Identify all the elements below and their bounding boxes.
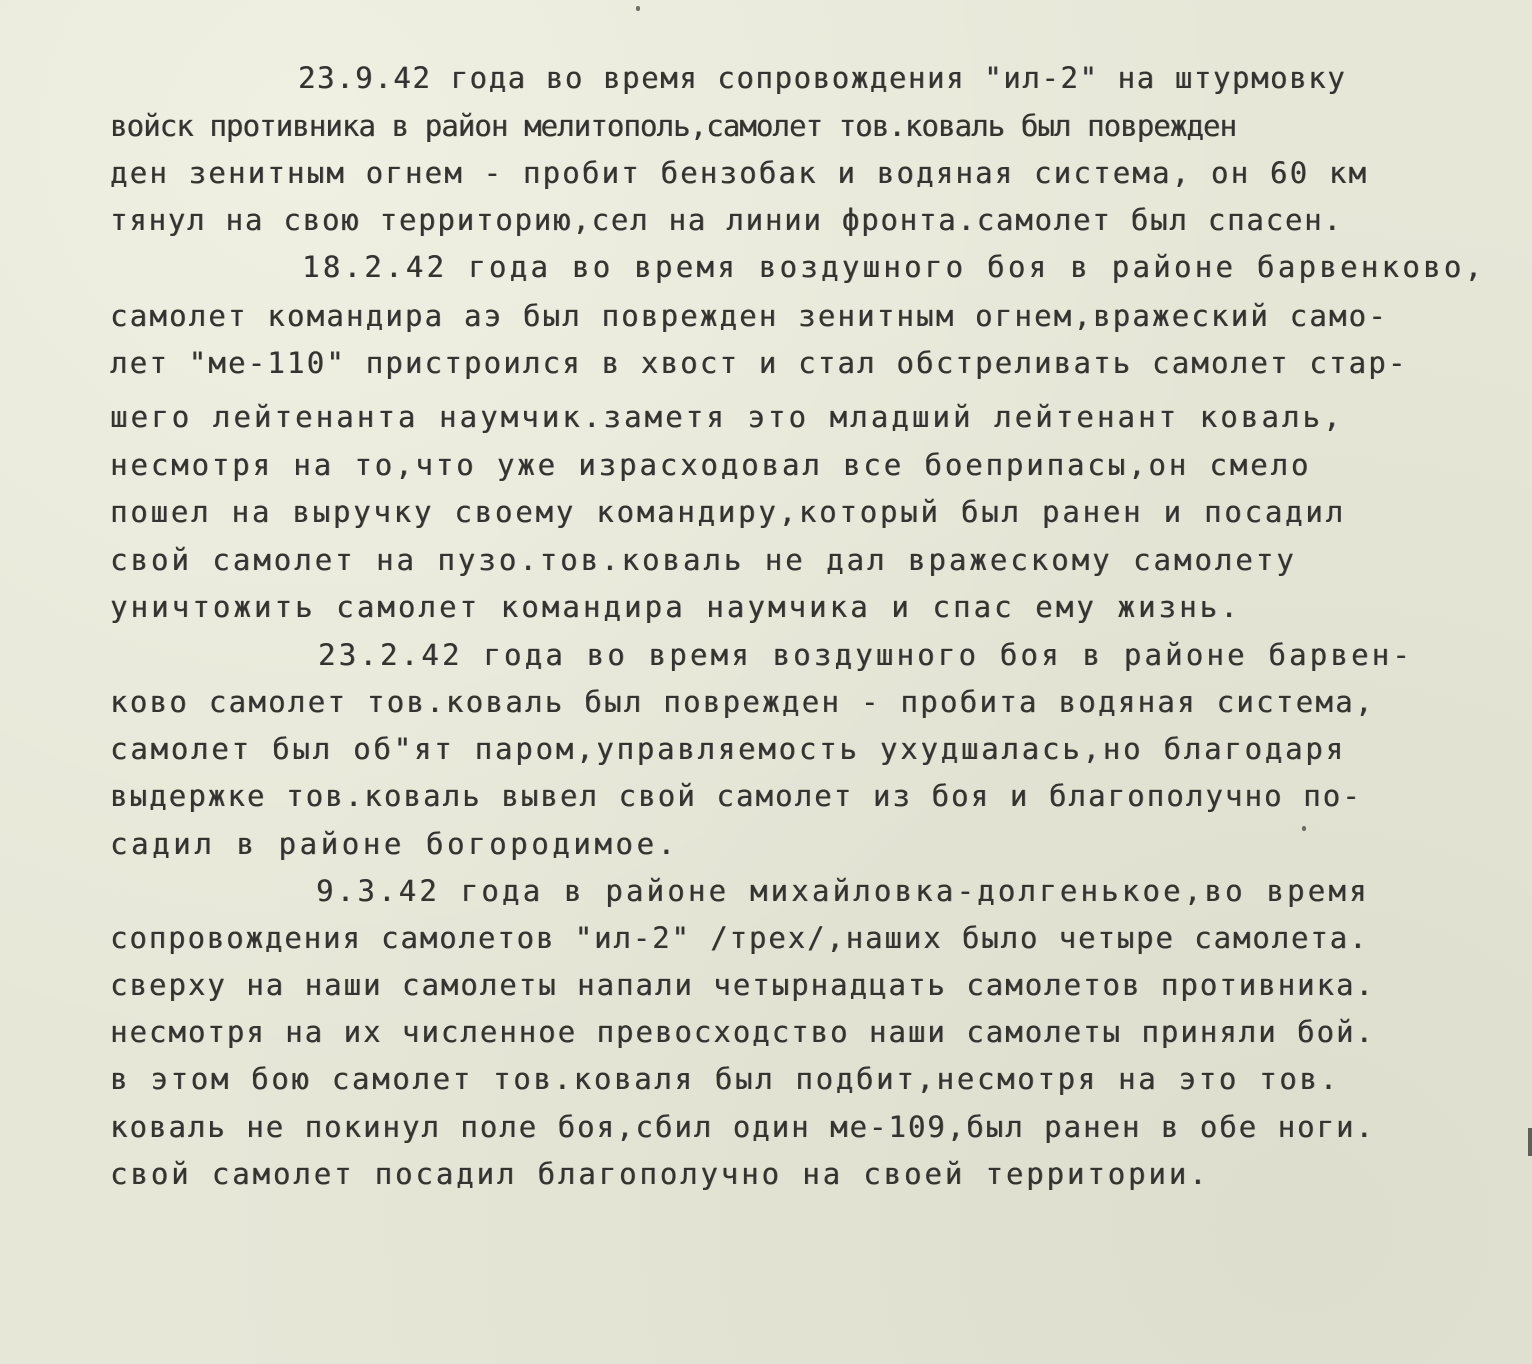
text-line: выдержке тов.коваль вывел свой самолет из боя и благополучно по- <box>110 779 1362 813</box>
text-line: самолет командира аэ был поврежден зенитным огнем,вражеский само- <box>110 299 1388 333</box>
text-line: 9.3.42 года в районе михайловка-долгенькое,во время <box>316 874 1370 908</box>
text-line: 18.2.42 года во время воздушного боя в районе барвенково, <box>302 250 1486 284</box>
text-line: коваль не покинул поле боя,сбил один ме-109,был ранен в обе ноги. <box>110 1110 1375 1144</box>
text-line: 23.9.42 года во время сопровождения "ил-2" на штурмовку <box>298 61 1347 95</box>
text-line: несмотря на их численное превосходство наши самолеты приняли бой. <box>110 1015 1375 1049</box>
text-line: пошел на выручку своему командиру,который был ранен и посадил <box>110 495 1346 529</box>
text-line: ден зенитным огнем - пробит бензобак и водяная система, он 60 км <box>110 156 1369 190</box>
text-line: ково самолет тов.коваль был поврежден - пробита водяная система, <box>110 685 1375 719</box>
text-line: свой самолет посадил благополучно на своей территории. <box>110 1157 1210 1191</box>
ink-speck <box>636 6 640 11</box>
text-line: сопровождения самолетов "ил-2" /трех/,наших было четыре самолета. <box>110 921 1369 955</box>
ink-speck <box>1302 826 1306 831</box>
text-line: свой самолет на пузо.тов.коваль не дал вражескому самолету <box>110 543 1297 577</box>
page-edge-mark <box>1528 1128 1532 1156</box>
text-line: уничтожить самолет командира наумчика и спас ему жизнь. <box>110 590 1241 624</box>
text-line: сверху на наши самолеты напали четырнадцать самолетов противника. <box>110 968 1375 1002</box>
text-line: самолет был об"ят паром,управляемость ухудшалась,но благодаря <box>110 732 1346 766</box>
text-line: садил в районе богородимое. <box>110 827 679 861</box>
text-line: лет "ме-110" пристроился в хвост и стал обстреливать самолет стар- <box>110 346 1408 380</box>
text-line: шего лейтенанта наумчик.заметя это младший лейтенант коваль, <box>110 400 1344 434</box>
text-line: тянул на свою территорию,сел на линии фронта.самолет был спасен. <box>110 203 1343 237</box>
text-line: войск противника в район мелитополь,самолет тов.коваль был поврежден <box>110 109 1237 143</box>
text-line: в этом бою самолет тов.коваля был подбит,несмотря на это тов. <box>110 1062 1340 1096</box>
text-line: несмотря на то,что уже израсходовал все боеприпасы,он смело <box>110 448 1312 482</box>
text-line: 23.2.42 года во время воздушного боя в районе барвен- <box>318 638 1413 672</box>
